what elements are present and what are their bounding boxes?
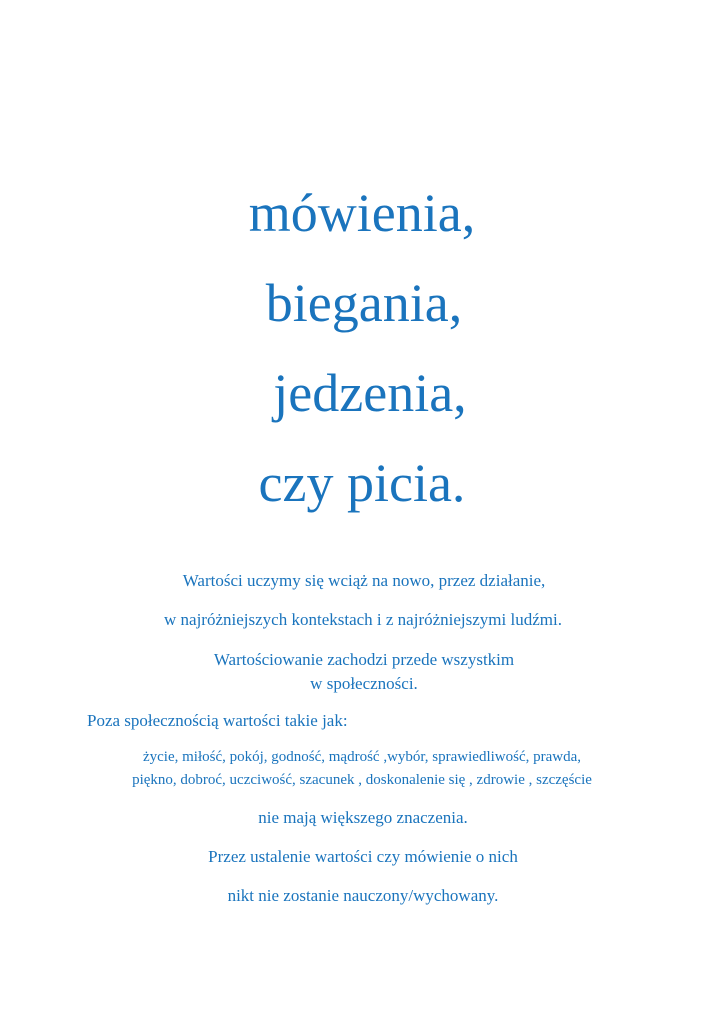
paragraph-outside-community: Poza społecznością wartości takie jak: (87, 711, 348, 730)
paragraph-valuation-line-2: w społeczności. (310, 674, 418, 693)
paragraph-contexts: w najróżniejszych kontekstach i z najróżniejszymi ludźmi. (164, 610, 562, 629)
paragraph-setting-values: Przez ustalenie wartości czy mówienie o nich (208, 847, 518, 866)
paragraph-no-meaning: nie mają większego znaczenia. (258, 808, 468, 827)
values-list-line-2: piękno, dobroć, uczciwość, szacunek , doskonalenie się , zdrowie , szczęście (132, 772, 592, 788)
paragraph-nobody-taught: nikt nie zostanie nauczony/wychowany. (227, 886, 499, 905)
paragraph-learning-values: Wartości uczymy się wciąż na nowo, przez działanie, (182, 571, 546, 590)
heading-line-4: czy picia. (258, 453, 466, 513)
heading-line-1: mówienia, (248, 183, 476, 243)
values-list-line-1: życie, miłość, pokój, godność, mądrość ,wybór, sprawiedliwość, prawda, (142, 749, 582, 765)
heading-line-2: biegania, (265, 273, 463, 333)
heading-line-3: jedzenia, (273, 363, 467, 423)
paragraph-valuation-line-1: Wartościowanie zachodzi przede wszystkim (213, 650, 515, 669)
